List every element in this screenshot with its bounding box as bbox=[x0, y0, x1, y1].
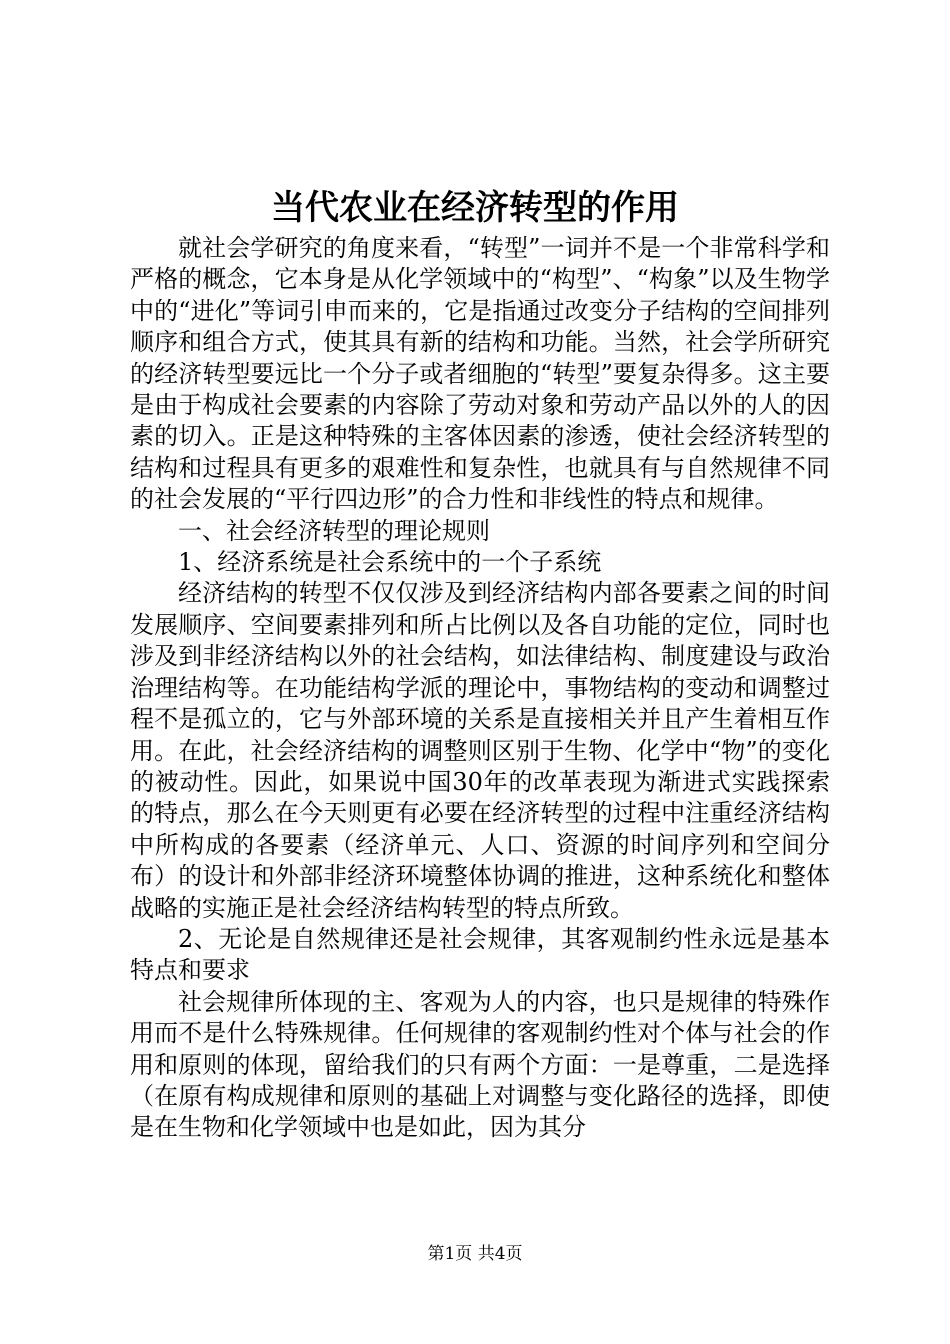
paragraph-social-law: 社会规律所体现的主、客观为人的内容，也只是规律的特殊作用而不是什么特殊规律。任何规律的客观制约性对个体与社会的作用和原则的体现，留给我们的只有两个方面：一是尊重，二是选择（在原有构成规律和原则的基础上对调整与变化路径的选择，即使是在生物和化学领域中也是如此，因为其分 bbox=[130, 987, 830, 1142]
paragraph-economic-structure: 经济结构的转型不仅仅涉及到经济结构内部各要素之间的时间发展顺序、空间要素排列和所占比例以及各自功能的定位，同时也涉及到非经济结构以外的社会结构，如法律结构、制度建设与政治治理结构等。在功能结构学派的理论中，事物结构的变动和调整过程不是孤立的，它与外部环境的关系是直接相关并且产生着相互作用。在此，社会经济结构的调整则区别于生物、化学中“物”的变化的被动性。因此，如果说中国30年的改革表现为渐进式实践探索的特点，那么在今天则更有必要在经济转型的过程中注重经济结构中所构成的各要素（经济单元、人口、资源的时间序列和空间分布）的设计和外部非经济环境整体协调的推进，这种系统化和整体战略的实施正是社会经济结构转型的特点所致。 bbox=[130, 579, 830, 922]
paragraph-intro: 就社会学研究的角度来看，“转型”一词并不是一个非常科学和严格的概念，它本身是从化学领域中的“构型”、“构象”以及生物学中的“进化”等词引申而来的，它是指通过改变分子结构的空间排列顺序和组合方式，使其具有新的结构和功能。当然，社会学所研究的经济转型要远比一个分子或者细胞的“转型”要复杂得多。这主要是由于构成社会要素的内容除了劳动对象和劳动产品以外的人的因素的切入。正是这种特殊的主客体因素的渗透，使社会经济转型的结构和过程具有更多的艰难性和复杂性，也就具有与自然规律不同的社会发展的“平行四边形”的合力性和非线性的特点和规律。 bbox=[130, 234, 830, 514]
document-title: 当代农业在经济转型的作用 bbox=[271, 188, 679, 228]
subsection-heading-2: 2、无论是自然规律还是社会规律，其客观制约性永远是基本特点和要求 bbox=[130, 924, 830, 985]
page-footer: 第1页 共4页 bbox=[427, 1244, 523, 1264]
document-body bbox=[130, 233, 830, 1144]
section-heading-1: 一、社会经济转型的理论规则 bbox=[178, 516, 490, 545]
subsection-heading-1: 1、经济系统是社会系统中的一个子系统 bbox=[178, 548, 602, 577]
